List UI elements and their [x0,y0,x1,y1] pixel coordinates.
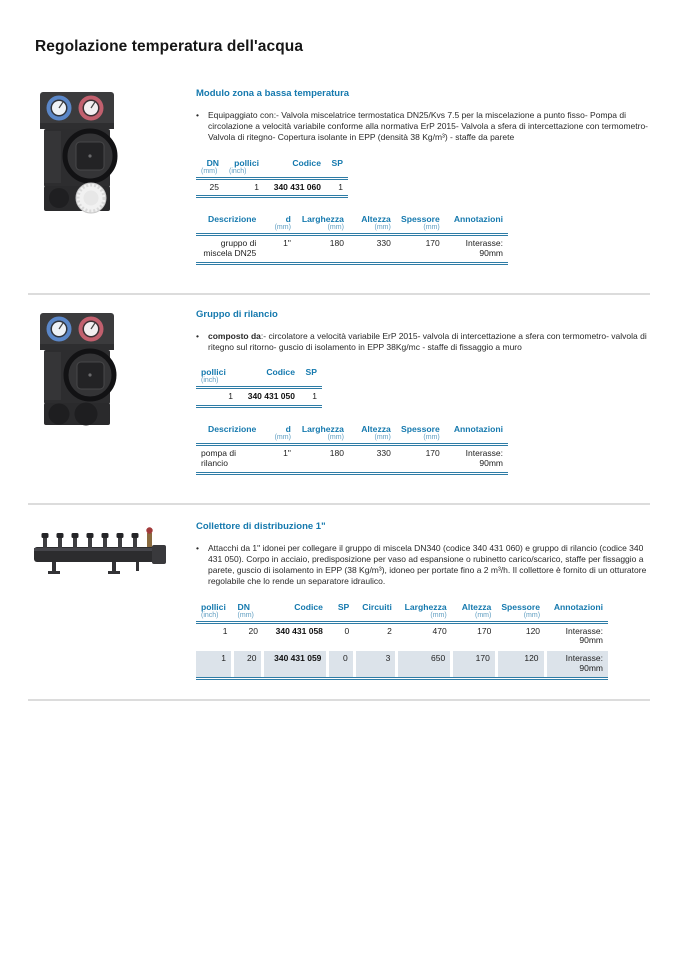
col-unit [445,434,508,445]
col-header: Altezza [361,424,391,435]
bullet-text: Attacchi da 1" idonei per collegare il gruppo di miscela DN340 (codice 340 431 060) e gruppo di rilancio (codice 340 431 050). Corpo in acciaio, predisposizione per vaso ad espansione o rubinetto carico/scarico, staffe per fissaggio a parete, guscio di isolamento in EPP (38 Kg/m³), idoneo per portate fino a 2 m³/h. Il collettore è fornito di un otturatore regolabile che lo rende un separatore idraulico. [208,542,647,587]
col-header: d [285,424,291,435]
units-row [196,434,508,445]
product-photo-column [0,521,196,695]
col-unit: (mm) [261,224,296,235]
col-unit [445,224,508,235]
cell: 0 [328,650,354,678]
manifold-photo [28,523,178,583]
cell: 120 [525,625,541,636]
product-photo-column [0,309,196,490]
col-header: Codice [294,601,323,612]
cell: 170 [396,235,445,264]
table-row [196,388,322,407]
bullet-text: composto da:- circolatore a velocità variabile ErP 2015- valvola di intercettazione a sfera con termometro- valvola di ritegno sul ritorno- guscio di isolamento in EPP 38Kg/mc - staffe di fissaggio a muro [208,330,647,353]
cell: 170 [452,650,497,678]
dimensions-table [196,213,508,265]
col-unit: (mm) [496,612,545,623]
col-unit [545,612,608,623]
header-row [196,157,348,168]
cell: 470 [432,625,447,636]
cell: 650 [397,650,452,678]
col-header: DN [237,601,250,612]
cell: 1" [261,445,296,474]
col-unit: (inch) [196,612,233,623]
col-header: Annotazioni [453,424,503,435]
col-header: Spessore [401,214,440,225]
cell-codice: 340 431 059 [263,650,328,678]
cell: 1 [196,388,238,407]
page-title: Regolazione temperatura dell'acqua [35,38,304,55]
section-divider [28,293,650,295]
cell: 170 [396,445,445,474]
col-unit [264,168,326,179]
code-table [196,157,348,199]
cell-annotazioni: Interasse: 90mm [445,445,508,474]
header-row [196,423,508,434]
cell: 330 [349,235,396,264]
section-content [196,88,678,280]
cell: 0 [344,625,350,636]
cell-descrizione: pompa di rilancio [196,445,261,474]
cell-codice: 340 431 050 [238,388,300,407]
units-row [196,612,608,623]
pump-group-photo [36,311,142,427]
cell: 1 [222,625,228,636]
col-header: pollici [201,367,226,378]
col-unit [263,612,328,623]
col-unit: (mm) [396,224,445,235]
col-unit [196,224,261,235]
cell: 1 [300,388,322,407]
section-content [196,309,678,490]
col-unit [354,612,397,623]
col-unit: (mm) [452,612,497,623]
section-heading: Modulo zona a bassa temperatura [196,88,350,99]
bullet-marker: • [196,110,199,120]
cell: 2 [387,625,392,636]
pump-group-with-knob-photo [36,90,142,216]
cell: 1" [261,235,296,264]
cell: 25 [196,178,224,197]
dimensions-table [196,423,508,475]
table-row [196,445,508,474]
cell: 20 [233,650,263,678]
bullet-marker: • [196,330,199,341]
col-unit [238,377,300,388]
units-row [196,377,322,388]
col-header: pollici [234,157,259,168]
cell: 170 [477,625,492,636]
section-distribution-manifold [0,521,678,695]
col-header: Annotazioni [553,601,603,612]
section-content [196,521,678,695]
section-divider [28,699,650,701]
units-row [196,168,348,179]
product-photo-column [0,88,196,280]
section-divider [28,503,650,505]
col-header: Larghezza [301,214,344,225]
col-header: Spessore [501,601,541,612]
col-unit: (mm) [296,224,349,235]
header-row [196,366,322,377]
feature-bullet [196,331,654,353]
col-header: Codice [292,157,321,168]
col-unit: (inch) [224,168,264,179]
col-unit [326,168,348,179]
code-table [196,366,322,408]
cell: 120 [496,650,545,678]
col-header: Altezza [361,214,391,225]
cell-annotazioni: Interasse: 90mm [545,650,608,678]
col-header: Descrizione [208,424,257,435]
cell: 1 [224,178,264,197]
table-row-shaded [196,650,608,678]
col-header: d [285,214,291,225]
feature-bullet [196,110,654,144]
col-unit: (inch) [196,377,238,388]
col-unit: (mm) [261,434,296,445]
col-unit [328,612,354,623]
header-row [196,213,508,224]
col-header: Descrizione [208,214,257,225]
table-row [196,178,348,197]
col-unit: (mm) [396,434,445,445]
cell: 1 [196,650,233,678]
section-heading: Gruppo di rilancio [196,308,278,320]
col-unit: (mm) [196,168,224,179]
col-header: pollici [201,601,226,612]
product-table [196,601,608,680]
cell-annotazioni: Interasse: 90mm [565,625,603,646]
col-unit [196,434,261,445]
col-header: DN [206,157,219,168]
bullet-marker: • [196,542,199,553]
col-unit: (mm) [397,612,452,623]
table-row [196,235,508,264]
cell-codice: 340 431 060 [264,178,326,197]
col-unit: (mm) [349,224,396,235]
section-relaunch-group [0,309,678,490]
col-header: SP [337,601,350,612]
col-header: Annotazioni [453,214,503,225]
cell: 180 [296,235,349,264]
cell: 330 [349,445,396,474]
cell-descrizione: gruppo di miscela DN25 [196,235,261,264]
cell: 20 [248,625,258,636]
cell-codice: 340 431 058 [275,625,323,636]
header-row [196,601,608,612]
col-header: Larghezza [301,424,344,435]
cell: 1 [326,178,348,197]
units-row [196,224,508,235]
cell: 180 [296,445,349,474]
col-header: SP [305,367,317,378]
col-unit [300,377,322,388]
section-heading: Collettore di distribuzione 1" [196,520,326,532]
col-unit: (mm) [296,434,349,445]
col-unit: (mm) [233,612,263,623]
col-header: Circuiti [362,601,392,612]
table-row [196,622,608,650]
col-header: Spessore [401,424,440,435]
col-header: SP [331,157,343,168]
col-header: Codice [266,367,295,378]
col-unit: (mm) [349,434,396,445]
cell-annotazioni: Interasse: 90mm [445,235,508,264]
cell: 3 [354,650,397,678]
col-header: Larghezza [404,601,447,612]
section-low-temperature-module [0,88,678,280]
col-header: Altezza [461,601,492,612]
feature-bullet [196,543,654,588]
bullet-text: Equipaggiato con:- Valvola miscelatrice termostatica DN25/Kvs 7.5 per la miscelazione a punto fisso- Pompa di circolazione a velocità variabile conforme alla normativa ErP 2015- Valvola a sfera di intercettazione con termometro- Valvola di ritegno- Copertura isolante in EPP (densità 38 Kg/m³) - staffe da parete [208,110,649,143]
